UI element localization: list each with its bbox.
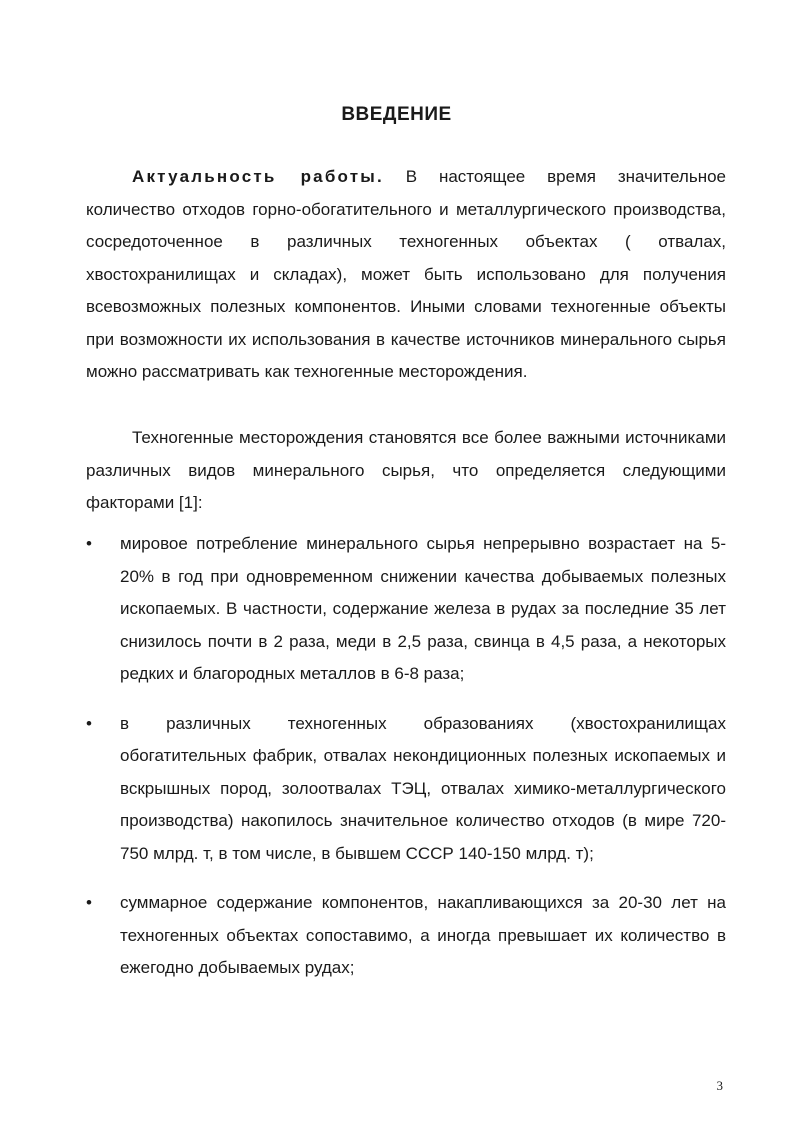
intro-paragraph: [86, 161, 726, 389]
factors-list: [86, 528, 726, 1002]
bullet-icon: •: [86, 534, 92, 553]
factors-paragraph: Техногенные месторождения становятся все более важными источниками различных видов минерального сырья, что определяется следующими факторами [1]:: [86, 428, 726, 512]
bullet-icon: •: [86, 713, 92, 733]
list-item: [86, 528, 726, 691]
list-item: [86, 887, 726, 985]
list-item: [86, 708, 726, 871]
bullet-icon: •: [86, 893, 92, 912]
list-item-text: мировое потребление минерального сырья непрерывно возрастает на 5-20% в год при одновременном снижении качества добываемых полезных ископаемых. В частности, содержание железа в рудах за последние 35 лет снизилось почти в 2 раза, меди в 2,5 раза, свинца в 4,5 раза, а некоторых редких и благородных металлов в 6-8 раза;: [120, 534, 726, 683]
section-title: ВВЕДЕНИЕ: [341, 104, 452, 125]
relevance-lead: Актуальность работы.: [132, 167, 384, 186]
page-number: 3: [716, 1078, 723, 1093]
list-item-text: в различных техногенных образованиях (хвостохранилищах обогатительных фабрик, отвалах некондиционных полезных ископаемых и вскрышных пород, золоотвалах ТЭЦ, отвалах химико-металлургического производства) накопилось значительное количество отходов (в мире 720-750 млрд. т, в том числе, в бывшем СССР 140-150 млрд. т);: [120, 713, 726, 863]
list-item-text: суммарное содержание компонентов, накапливающихся за 20-30 лет на техногенных объектах сопоставимо, а иногда превышает их количество в ежегодно добываемых рудах;: [120, 893, 726, 977]
intro-text: В настоящее время значительное количество отходов горно-обогатительного и металлургического производства, сосредоточенное в различных техногенных объектах ( отвалах, хвостохранилищах и складах), может быть использовано для получения всевозможных полезных компонентов. Иными словами техногенные объекты при возможности их использования в качестве источников минерального сырья можно рассматривать как техногенные месторождения.: [86, 167, 727, 381]
